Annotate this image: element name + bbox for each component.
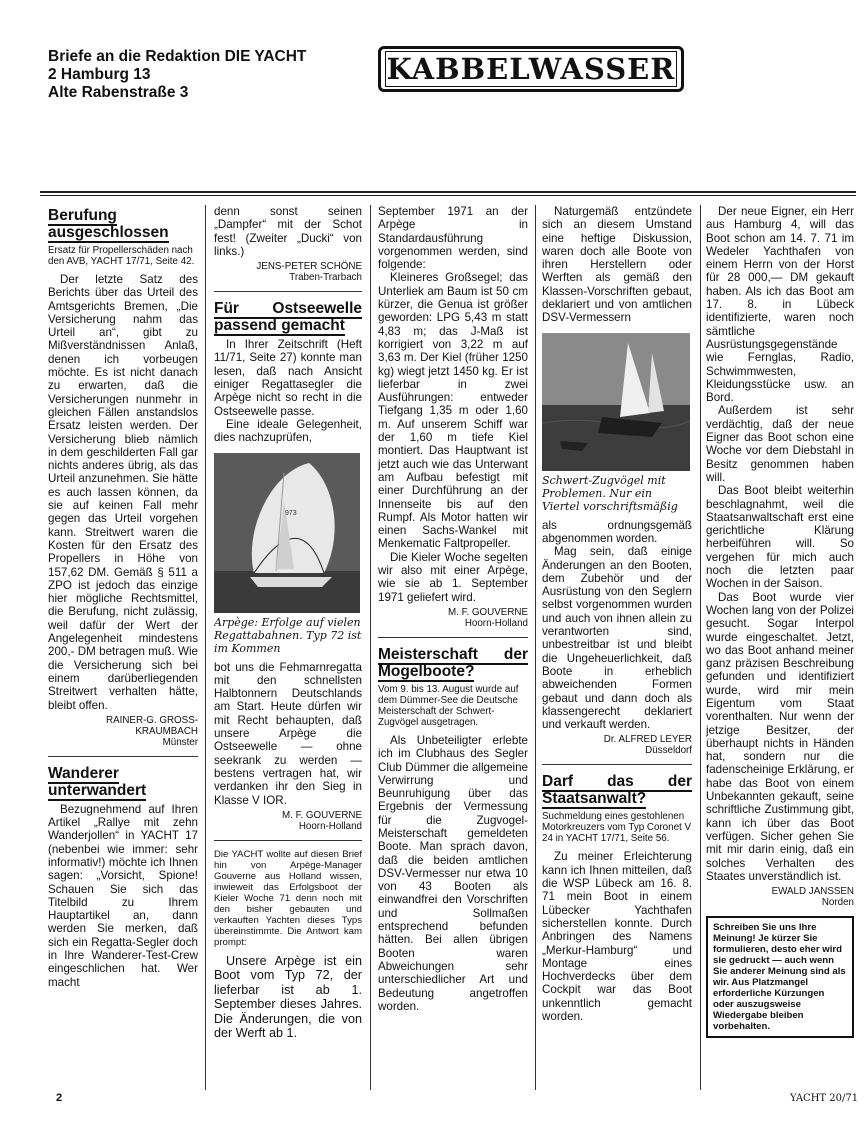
article-body: Naturgemäß entzündete sich an diesem Umstand eine heftige Diskussion, waren doch alle Boote von ihren Herstellern oder Werften als gemäß den Klassen-Vorschriften gebaut, deklariert und von amtlichen DSV-Vermessern — [542, 205, 692, 325]
article-subtitle: Ersatz für Propellerschäden nach den AVB, YACHT 17/71, Seite 42. — [48, 245, 195, 267]
article-body: Kleineres Großsegel; das Unterliek am Baum ist 50 cm kürzer, die Genua ist größer geworden: LPG 5,43 m statt 4,83 m; das J-Maß ist korrigiert von 3,22 m auf 3,63 m. Der Kiel (früher 1250 kg) wiegt jetzt 1450 kg. Er ist lieferbar in zwei Ausführungen: entweder Tiefgang 1,35 m oder 1,60 m. Auf unserem Schiff war der 1,60 m tiefe Kiel montiert. Das Hauptwant ist jetzt auch wie das Unterwant am Aufbau befestigt mit einer Durchführung an der Innenseite bis auf den Rumpf. Als Motor hatten wir einen Sachs-Wankel mit Menkematic Faltpropeller. — [378, 271, 528, 551]
article-body: Das Boot wurde vier Wochen lang von der Polizei gesucht. Sogar Interpol wurde eingeschaltet. Jetzt, wo das Boot anhand meiner ganz präzisen Beschreibung gefunden und identifiziert wurde, wird mir mein Eigentum vom Staat vorenthalten. Nur wenn der jetzige Besitzer, der überhaupt nichts in Händen hat, sondern nur die fadenscheinige Erklärung, er habe das Boot von einem Unbekannten gekauft, seine schriftliche Zustimmung gibt, kann ich über das Boot verfügen. Sicher gehen Sie mit mir darin einig, daß ein solches Verhalten des Staates unverständlich ist. — [706, 590, 854, 883]
signature: Dr. ALFRED LEYER Düsseldorf — [603, 734, 692, 757]
article-body: Zu meiner Erleichterung kann ich Ihnen mitteilen, daß die WSP Lübeck am 16. 8. 71 mein Boot in einem Lübecker Yachthafen sicherstellen konnte. Durch Anbringen des Namens „Merkur-Hamburg“ und Montage eines Hochverdecks über dem Cockpit war das Boot unkenntlich gemacht worden. — [542, 850, 692, 1023]
reader-note-box: Schreiben Sie uns Ihre Meinung! Je kürzer Sie formulieren, desto eher wird sie gedruckt — auch wenn Sie anderer Meinung sind als wir. Aus Platzmangel erforderliche Kürzungen oder auszugsweise Wiedergabe bleiben vorbehalten. — [706, 916, 854, 1038]
column-rule — [370, 205, 371, 1090]
signature: M. F. GOUVERNE Hoorn-Holland — [447, 606, 528, 629]
column-5 — [706, 205, 854, 1105]
address-line-3: Alte Rabenstraße 3 — [48, 84, 189, 101]
article-body: denn sonst seinen „Dampfer“ mit der Schot fest! (Zweiter „Ducki“ von links.) — [214, 205, 362, 258]
signature: RAINER-G. GROSS-KRAUMBACH Münster — [106, 714, 198, 748]
article-subtitle: Vom 9. bis 13. August wurde auf dem Dümmer-See die Deutsche Meisterschaft der Schwert-Zugvögel ausgetragen. — [378, 683, 519, 728]
article-title-wanderer: Wanderer unterwandert — [48, 764, 147, 799]
sailboat-photo — [214, 453, 360, 613]
article-body: September 1971 an der Arpège in Standardausführung vorgenommen werden, sind folgende: — [378, 205, 528, 272]
article-body: In Ihrer Zeitschrift (Heft 11/71, Seite 27) konnte man lesen, daß nach Ansicht einiger Regattasegler die Arpège nicht so recht in die Ostseewelle passe. — [214, 338, 362, 418]
column-rule — [205, 205, 206, 1090]
article-divider — [378, 637, 528, 638]
column-2 — [214, 205, 362, 1105]
page-number: 2 — [56, 1092, 63, 1104]
article-subtitle: Suchmeldung eines gestohlenen Motorkreuzers vom Typ Coronet V 24 in YACHT 17/71, Seite 56. — [542, 811, 692, 845]
article-title-mogelboote: Meisterschaft der Mogelboote? — [378, 645, 528, 680]
article-body: Der letzte Satz des Berichts über das Urteil des Amtsgerichts Bremen, „Die Versicherung nahm das Urteil an“, gibt zu Mißverständnissen Anlaß, denen ich vorbeugen möchte. Es ist nicht danach zu erwarten, daß die Versicherungen nunmehr in gleichen Fällen anstandslos Ersatz leisten werden. Der Versicherung blieb nämlich in dem geschilderten Fall gar nichts anderes übrig, als das Urteil anzunehmen. Sie hätte es auch lassen können, da sie auf keinen Fall mehr gegen das Urteil vorgehen kann. Streitwert waren die Kosten für den Ersatz des Propellers in Höhe von 157,62 DM. Gemäß § 511 a ZPO ist jedoch das einzige hier mögliche Rechtsmittel, die Berufung, nicht zulässig, weil dafür der Wert der Angelegenheit mindestens 200,- DM betragen muß. Wie die Versicherung sich bei einem darüberliegenden Streitwert verhalten hätte, bleibt offen. — [48, 273, 198, 712]
article-body: Mag sein, daß einige Änderungen an den Booten, dem Zubehör und der Ausrüstung von den Seglern selbst vorgenommen wurden und auch von ihnen allein zu verantworten sind, unbestreitbar ist und bleibt die Ungeheuerlichkeit, daß Boote in erheblich abweichenden Formen gebaut und dann doch als klassengerecht deklariert und verkauft werden. — [542, 545, 692, 732]
article-body: Außerdem ist sehr verdächtig, daß der neue Eigner das Boot schon eine Woche vor dem Diebstahl in Besitz genommen haben will. — [706, 404, 854, 484]
editor-note: Die YACHT wollte auf diesen Brief hin von Arpège-Manager Gouverne aus Holland wissen, inwieweit das Erfolgsboot der Kieler Woche 71 denn noch mit den bisher gebauten und verkauften Yachten dieses Typs übereinstimmte. Die Antwort kam prompt: — [214, 848, 362, 948]
column-4 — [542, 205, 692, 1105]
article-body: als ordnungsgemäß abgenommen worden. — [542, 518, 692, 545]
logo-text: KABBELWASSER — [386, 52, 676, 86]
article-title-berufung: Berufung ausgeschlossen — [48, 207, 169, 241]
article-body: bot uns die Fehmarnregatta mit den schnellsten Halbtonnern Deutschlands am Start. Heute dürfen wir mit Recht behaupten, daß unsere Arpège die Ostseewelle — ohne seekrank zu werden — bestens vertragen hat, wir verdanken ihr den Sieg in Klasse V IOR. — [214, 660, 362, 807]
article-body: Als Unbeteiligter erlebte ich im Clubhaus des Segler Club Dümmer die allgemeine Verwirrung und Beunruhigung über das Ergebnis der Vermessung für die Zugvogel-Meisterschaft gemeldeten Boote. Man sprach davon, daß die beiden amtlichen DSV-Vermesser nur etwa 10 von 43 Booten als einwandfrei den Vorschriften und Sollmaßen entsprechend befunden hätten. Bei allen übrigen Booten waren Abweichungen sehr unterschiedlicher Art und Bedeutung angetroffen worden. — [378, 733, 528, 1013]
letters-address — [48, 48, 306, 102]
kabbelwasser-logo — [378, 46, 684, 92]
address-line-1: Briefe an die Redaktion DIE YACHT — [48, 48, 307, 65]
article-divider — [542, 764, 692, 765]
article-title-ostseewelle: Für Ostseewelle passend gemacht — [214, 300, 362, 335]
article-body: Der neue Eigner, ein Herr aus Hamburg 4, will das Boot schon am 14. 7. 71 im Wedeler Yachthafen von einem Herrn von der Horst für 28 000,— DM gekauft haben. Als ich das Boot am 17. 8. in Lübeck identifizierte, waren noch sämtliche Ausrüstungsgegenstände wie Fernglas, Radio, Schwimmwesten, Kleidungsstücke usw. an Bord. — [706, 205, 854, 405]
column-rule — [535, 205, 536, 1090]
header-rule — [40, 191, 856, 193]
article-body: Eine ideale Gelegenheit, dies nachzuprüfen, — [214, 417, 362, 445]
article-divider — [48, 756, 198, 757]
article-body: Unsere Arpège ist ein Boot vom Typ 72, der lieferbar ist ab 1. September dieses Jahres. Die Änderungen, die von der Werft ab 1. — [214, 953, 362, 1041]
signature: M. F. GOUVERNE Hoorn-Holland — [281, 809, 362, 832]
photo-caption: Arpège: Erfolge auf vielen Regattabahnen. Typ 72 ist im Kommen — [214, 615, 362, 655]
issue-label: YACHT 20/71 — [790, 1093, 859, 1104]
article-divider — [214, 840, 362, 841]
article-body: Die Kieler Woche segelten wir also mit einer Arpège, wie sie ab 1. September 1971 geliefert wird. — [378, 550, 528, 604]
column-3 — [378, 205, 528, 1105]
zugvogel-photo — [542, 333, 690, 471]
signature: EWALD JANSSEN Norden — [771, 886, 854, 909]
signature: JENS-PETER SCHÖNE Traben-Trarbach — [256, 261, 362, 284]
article-divider — [214, 291, 362, 292]
article-title-staatsanwalt: Darf das der Staatsanwalt? — [542, 773, 692, 808]
article-body: Bezugnehmend auf Ihren Artikel „Rallye mit zehn Wanderjollen“ in YACHT 17 (nebenbei wie immer: sehr informativ!) möchte ich Ihnen sagen: „Vorsicht, Spione! Schauen Sie sich das Titelbild zu Ihrem Hauptartikel an, dann werden Sie merken, daß sich ein Regatta-Segler doch in Ihre Wanderer-Test-Crew eingeschlichen hat. Wer macht — [48, 802, 198, 989]
column-1 — [48, 205, 198, 1105]
photo-caption: Schwert-Zugvögel mit Problemen. Nur ein Viertel vorschriftsmäßig — [542, 473, 678, 513]
header-rule-thin — [40, 195, 856, 196]
racing-dinghies-image — [542, 333, 690, 471]
article-body: Das Boot bleibt weiterhin beschlagnahmt, weil die Staatsanwaltschaft erst eine gerichtliche Klärung herbeiführen will. So vergehen für mich auch noch die letzten paar Wochen in der Saison. — [706, 484, 854, 591]
column-rule — [700, 205, 701, 1090]
spinnaker-sail-image — [214, 453, 360, 613]
sail-number: 973 — [285, 509, 297, 517]
address-line-2: 2 Hamburg 13 — [48, 66, 151, 83]
